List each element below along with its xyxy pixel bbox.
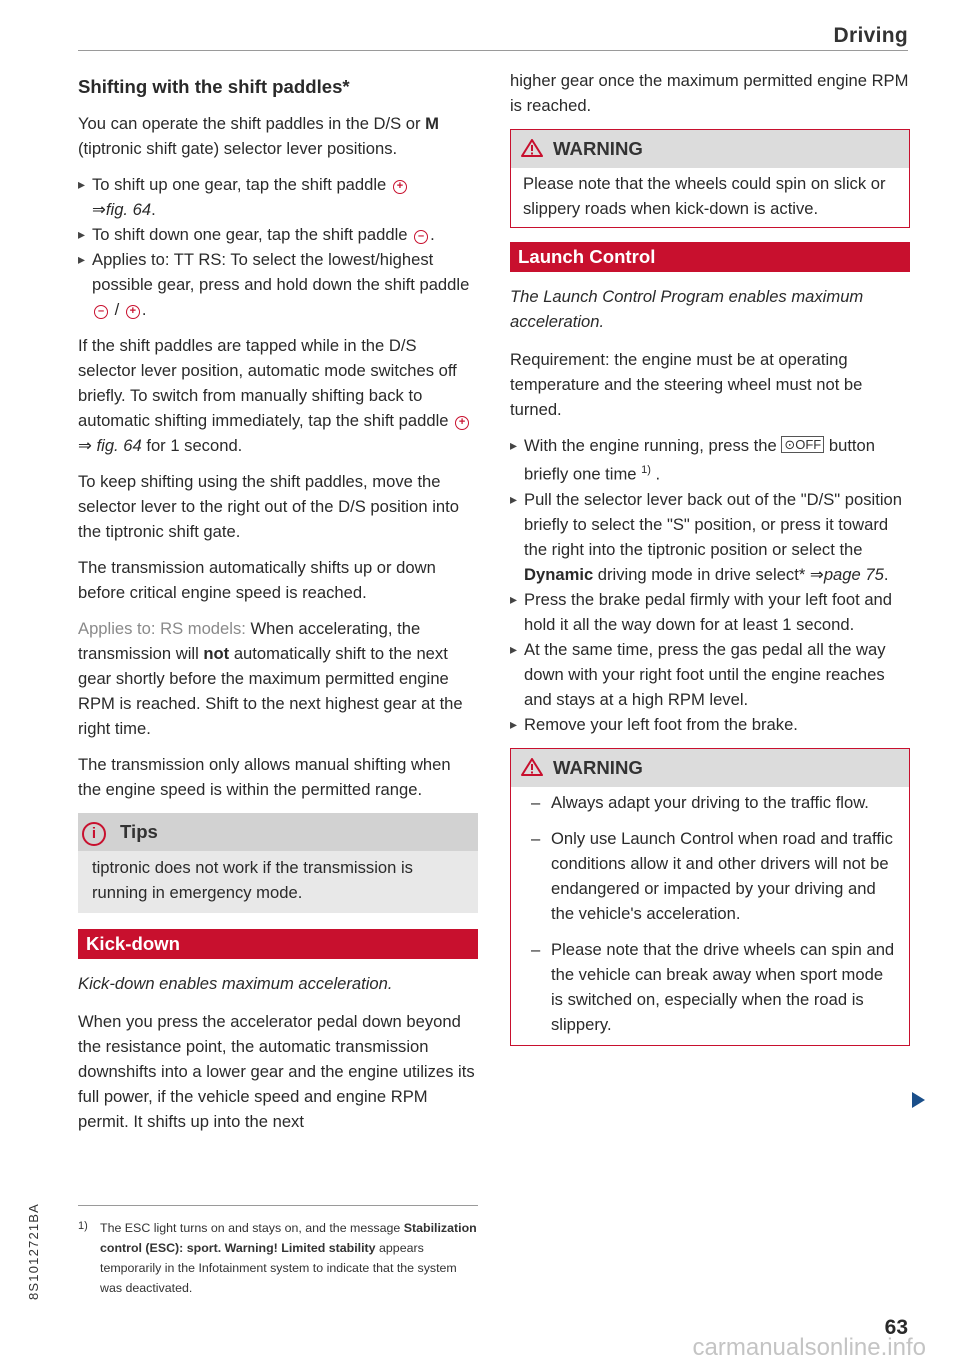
- warning-title: WARNING: [553, 138, 643, 159]
- list-item: – Only use Launch Control when road and traffic conditions allow it and other drivers will not be endangered or impacted by your driving and the vehicle's acceleration.: [523, 826, 899, 926]
- list-item: ▸ To shift down one gear, tap the shift paddle – .: [78, 222, 478, 247]
- minus-icon: –: [414, 230, 428, 244]
- tips-text: tiptronic does not work if the transmission is running in emergency mode.: [92, 858, 413, 902]
- watermark: carmanualsonline.info: [692, 1334, 926, 1361]
- warning-box: [510, 748, 910, 1046]
- warning-box: [510, 129, 910, 228]
- footnote-rule: [78, 1205, 478, 1206]
- section-title: Driving: [833, 24, 908, 47]
- list-item: ▸ Press the brake pedal firmly with your left foot and hold it all the way down for at least 1 second.: [510, 587, 910, 637]
- paragraph: Requirement: the engine must be at operating temperature and the steering wheel must not be turned.: [510, 350, 863, 419]
- list-item: ▸ Pull the selector lever back out of the "D/S" position briefly to select the "S" position, or press it toward the right into the tiptronic position or select the Dynamic driving mode in drive select* ⇒page 75.: [510, 487, 910, 587]
- heading-shift-paddles: Shifting with the shift paddles*: [78, 76, 350, 97]
- plus-icon: +: [126, 305, 140, 319]
- warning-icon: [521, 139, 543, 157]
- page-number: 63: [884, 1316, 908, 1339]
- paragraph: When you press the accelerator pedal down beyond the resistance point, the automatic transmission downshifts into a lower gear and the engine utilizes its full power, if the vehicle speed and engine RPM permit. It shifts up into the next: [78, 1012, 475, 1131]
- paragraph: The transmission only allows manual shifting when the engine speed is within the permitted range.: [78, 755, 451, 799]
- list-item: – Always adapt your driving to the traffic flow.: [523, 790, 899, 815]
- footnote: 1) The ESC light turns on and stays on, and the message Stabilization control (ESC): sport. Warning! Limited stability appears temporarily in the Infotainment system to indicate that the system was deactivated.: [78, 1218, 478, 1298]
- intro-text: Kick-down enables maximum acceleration.: [78, 974, 393, 993]
- minus-icon: –: [94, 305, 108, 319]
- tips-title: Tips: [120, 821, 158, 842]
- esc-off-key: ⊙OFF: [781, 436, 824, 453]
- list-item: ▸ Applies to: TT RS: To select the lowest/highest possible gear, press and hold down the shift paddle – / + .: [78, 247, 478, 322]
- paragraph: If the shift paddles are tapped while in the D/S selector lever position, automatic mode switches off briefly. To switch from manually shifting back to automatic shifting immediately, tap the shift paddle + ⇒ fig. 64 for 1 second.: [78, 333, 478, 458]
- continue-arrow-icon: [912, 1092, 925, 1108]
- warning-icon: [521, 758, 543, 776]
- plus-icon: +: [393, 180, 407, 194]
- left-column: [78, 68, 478, 1145]
- document-code: 8S1012721BA: [26, 1202, 41, 1300]
- right-column: [510, 68, 910, 1060]
- paragraph: To keep shifting using the shift paddles, move the selector lever to the right out of the D/S position into the tiptronic shift gate.: [78, 472, 459, 541]
- footnote-mark: 1): [78, 1220, 88, 1232]
- header-rule: [78, 50, 908, 51]
- bullet-list: [510, 433, 910, 737]
- warning-text: Please note that the wheels could spin on slick or slippery roads when kick-down is active.: [511, 168, 909, 227]
- warning-title: WARNING: [553, 756, 643, 778]
- paragraph: higher gear once the maximum permitted engine RPM is reached.: [510, 71, 909, 115]
- plus-icon: +: [455, 416, 469, 430]
- tips-box: [78, 813, 478, 913]
- paragraph: The transmission automatically shifts up or down before critical engine speed is reached.: [78, 558, 436, 602]
- info-icon: i: [82, 822, 106, 846]
- heading-launch-control: Launch Control: [510, 242, 910, 272]
- list-item: ▸ Remove your left foot from the brake.: [510, 712, 910, 737]
- list-item: ▸ To shift up one gear, tap the shift paddle + ⇒fig. 64.: [78, 172, 478, 222]
- list-item: – Please note that the drive wheels can spin and the vehicle can break away when sport mode is switched on, especially when the road is slippery.: [523, 937, 899, 1037]
- intro-text: The Launch Control Program enables maximum acceleration.: [510, 287, 864, 331]
- paragraph: Applies to: RS models: When accelerating, the transmission will not automatically shift to the next gear shortly before the maximum permitted engine RPM is reached. Shift to the next highest gear at the right time.: [78, 619, 463, 738]
- list-item: ▸ At the same time, press the gas pedal all the way down with your right foot until the engine reaches and stays at a high RPM level.: [510, 637, 910, 712]
- paragraph: You can operate the shift paddles in the D/S or M (tiptronic shift gate) selector lever positions.: [78, 114, 439, 158]
- list-item: ▸ With the engine running, press the ⊙OFF button briefly one time $^{1)}$ .: [510, 433, 910, 487]
- bullet-list: [78, 172, 478, 322]
- heading-kick-down: Kick-down: [78, 929, 478, 959]
